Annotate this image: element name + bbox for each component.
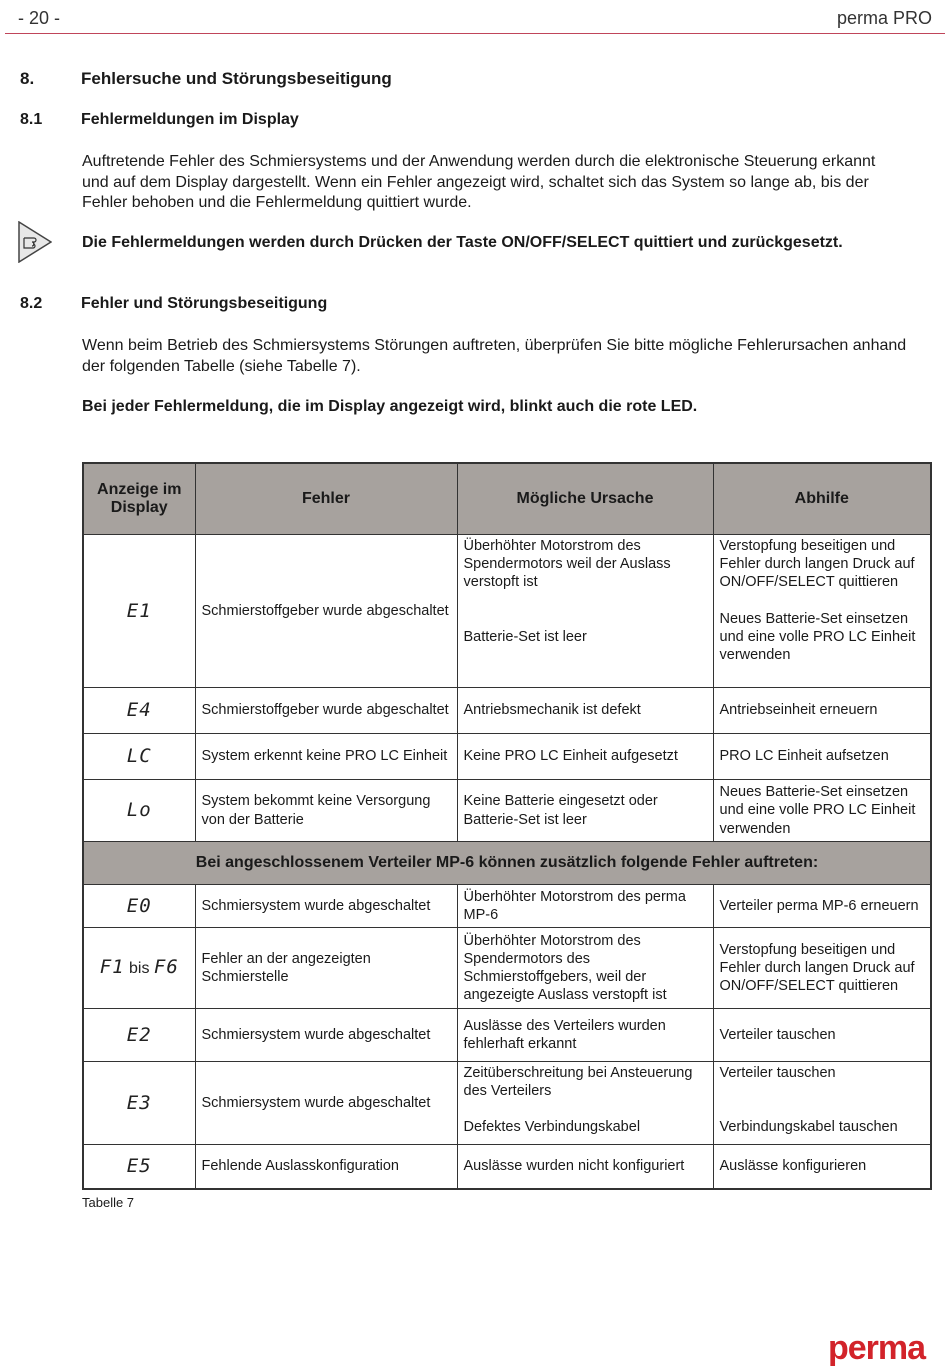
table-row	[83, 1009, 931, 1062]
fehler-cell: Schmierstoffgeber wurde abgeschaltet	[195, 535, 457, 688]
abhilfe-text: Verbindungskabel tauschen	[719, 1119, 898, 1136]
perma-logo	[828, 1329, 936, 1367]
ursache-text: Zeitüberschreitung bei Ansteuerung des Verteilers	[463, 1065, 693, 1100]
fehler-cell: Fehler an der angezeigten Schmierstelle	[195, 928, 457, 1009]
header-brand: perma PRO	[836, 8, 932, 28]
header-divider	[5, 33, 945, 34]
ursache-cell	[457, 535, 713, 688]
ursache-text: Überhöhter Motorstrom des Spendermotors weil der Auslass verstopft ist	[463, 538, 671, 591]
abhilfe-cell: Verstopfung beseitigen und Fehler durch langen Druck auf ON/OFF/SELECT quittieren	[713, 928, 931, 1009]
abhilfe-cell: Antriebseinheit erneuern	[713, 688, 931, 734]
ursache-cell	[457, 1062, 713, 1145]
fehler-cell: System bekommt keine Versorgung von der Batterie	[195, 780, 457, 842]
abhilfe-text: Verteiler tauschen	[719, 1065, 836, 1081]
fehler-cell: Schmiersystem wurde abgeschaltet	[195, 1009, 457, 1062]
display-code: Lo	[83, 780, 195, 842]
ursache-cell: Auslässe wurden nicht konfiguriert	[457, 1145, 713, 1189]
ursache-cell: Keine PRO LC Einheit aufgesetzt	[457, 734, 713, 780]
intro-paragraph: Auftretende Fehler des Schmiersystems und der Anwendung werden durch die elektronische Steuerung erkannt und auf dem Display dargestellt. Wenn ein Fehler angezeigt wird, schaltet sich das System so lange ab, bis der Fehler behoben und die Fehlermeldung quittiert wurde.	[82, 153, 876, 211]
table-row	[83, 885, 931, 928]
subsection-heading-2	[20, 295, 327, 313]
logo-text: perma	[828, 1329, 926, 1367]
note-text: Die Fehlermeldungen werden durch Drücken der Taste ON/OFF/SELECT quittiert und zurückgesetzt.	[82, 234, 843, 251]
ursache-cell: Antriebsmechanik ist defekt	[457, 688, 713, 734]
abhilfe-cell: Verteiler tauschen	[713, 1009, 931, 1062]
abhilfe-text: Verstopfung beseitigen und Fehler durch langen Druck auf ON/OFF/SELECT quittieren	[719, 538, 915, 591]
subsection-number-1: 8.1	[20, 111, 43, 128]
subsection-number-2: 8.2	[20, 295, 43, 312]
display-code-range	[83, 928, 195, 1009]
range-word: bis	[124, 959, 154, 977]
table-row	[83, 1145, 931, 1189]
subsection-heading-1	[20, 111, 299, 129]
error-table	[82, 462, 932, 1190]
ursache-text: Defektes Verbindungskabel	[463, 1119, 641, 1136]
display-code: E4	[83, 688, 195, 734]
table-caption: Tabelle 7	[82, 1195, 135, 1210]
ursache-text: Batterie-Set ist leer	[463, 628, 587, 645]
header-fehler: Fehler	[195, 463, 457, 535]
section-heading	[20, 69, 392, 89]
fehler-cell: Schmiersystem wurde abgeschaltet	[195, 885, 457, 928]
abhilfe-cell: Auslässe konfigurieren	[713, 1145, 931, 1189]
page-number: - 20 -	[18, 8, 61, 28]
ursache-cell: Keine Batterie eingesetzt oder Batterie-Set ist leer	[457, 780, 713, 842]
header-abhilfe: Abhilfe	[713, 463, 931, 535]
display-code: E1	[83, 535, 195, 688]
abhilfe-text: Neues Batterie-Set einsetzen und eine volle PRO LC Einheit verwenden	[719, 610, 916, 664]
fehler-cell: Fehlende Auslasskonfiguration	[195, 1145, 457, 1189]
abhilfe-cell: Neues Batterie-Set einsetzen und eine volle PRO LC Einheit verwenden	[713, 780, 931, 842]
table-header-row	[83, 463, 931, 535]
display-code: F1	[99, 955, 125, 978]
table-row	[83, 1062, 931, 1145]
table-row	[83, 535, 931, 688]
subsection-title-2: Fehler und Störungsbeseitigung	[81, 295, 328, 312]
display-code: F6	[153, 955, 179, 978]
abhilfe-cell	[713, 535, 931, 688]
section-number: 8.	[20, 69, 35, 88]
fehler-cell: Schmiersystem wurde abgeschaltet	[195, 1062, 457, 1145]
display-code: E5	[83, 1145, 195, 1189]
table-row	[83, 780, 931, 842]
table-row	[83, 688, 931, 734]
table-section-row	[83, 842, 931, 885]
display-code: LC	[83, 734, 195, 780]
display-code: E0	[83, 885, 195, 928]
table-row	[83, 734, 931, 780]
header-ursache: Mögliche Ursache	[457, 463, 713, 535]
abhilfe-cell	[713, 1062, 931, 1145]
fehler-cell: System erkennt keine PRO LC Einheit	[195, 734, 457, 780]
fehler-cell: Schmierstoffgeber wurde abgeschaltet	[195, 688, 457, 734]
ursache-cell: Überhöhter Motorstrom des perma MP-6	[457, 885, 713, 928]
table-reference-paragraph: Wenn beim Betrieb des Schmiersystems Störungen auftreten, überprüfen Sie bitte mögliche Fehlerursachen anhand der folgenden Tabelle (siehe Tabelle 7).	[82, 337, 907, 375]
section-title: Fehlersuche und Störungsbeseitigung	[81, 69, 392, 88]
display-code: E3	[83, 1062, 195, 1145]
abhilfe-cell: Verteiler perma MP-6 erneuern	[713, 885, 931, 928]
subsection-title-1: Fehlermeldungen im Display	[81, 111, 299, 128]
header-display: Anzeige im Display	[83, 463, 195, 535]
table-row	[83, 928, 931, 1009]
ursache-cell: Auslässe des Verteilers wurden fehlerhaft erkannt	[457, 1009, 713, 1062]
abhilfe-cell: PRO LC Einheit aufsetzen	[713, 734, 931, 780]
mp6-section-label: Bei angeschlossenem Verteiler MP-6 können zusätzlich folgende Fehler auftreten:	[83, 842, 931, 885]
display-code: E2	[83, 1009, 195, 1062]
led-note: Bei jeder Fehlermeldung, die im Display angezeigt wird, blinkt auch die rote LED.	[82, 398, 698, 415]
pointing-hand-icon	[18, 221, 52, 263]
ursache-cell: Überhöhter Motorstrom des Spendermotors des Schmierstoffgebers, weil der angezeigte Auslass verstopft ist	[457, 928, 713, 1009]
